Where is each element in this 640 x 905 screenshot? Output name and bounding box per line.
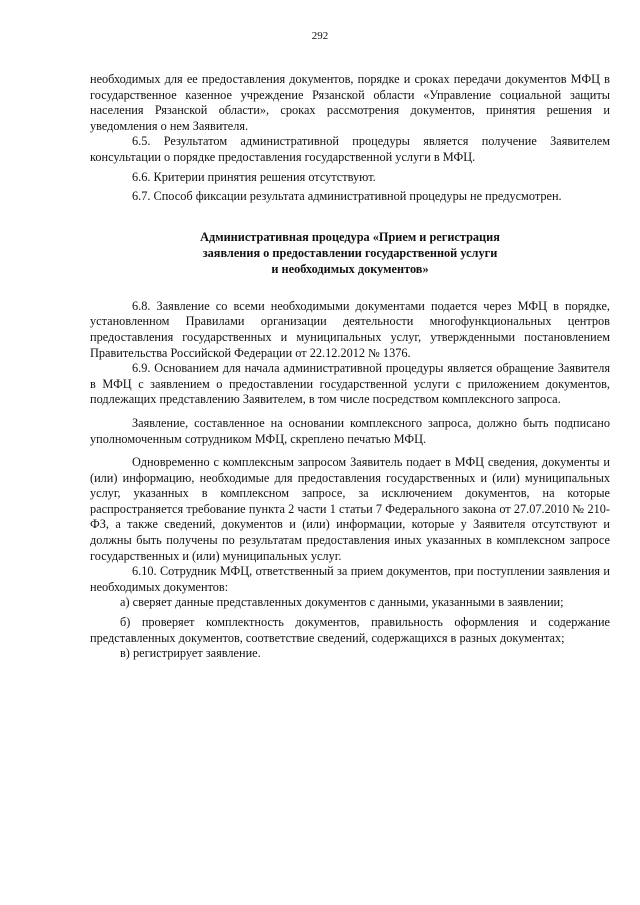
paragraph-6-6: 6.6. Критерии принятия решения отсутствуют. (132, 169, 376, 184)
list-item-a: а) сверяет данные представленных документов с данными, указанными в заявлении; (120, 595, 564, 610)
paragraph-6-9: 6.9. Основанием для начала административной процедуры является обращение Заявителя в МФЦ с заявлением о предоставлении государственной услуги с приложением документов, подлежащих представлению Заявителем, в том числе посредством комплексного запроса. (90, 361, 610, 407)
paragraph-6-8: 6.8. Заявление со всеми необходимыми документами подается через МФЦ в порядке, установленном Правилами организации деятельности многофункциональных центров предоставления государственных и муниципальных услуг, утвержденными постановлением Правительства Российской Федерации от 22.12.2012 № 1376. (90, 298, 610, 360)
list-item-b: б) проверяет комплектность документов, правильность оформления и содержание представленных документов, соответствие сведений, содержащихся в разных документах; (90, 615, 610, 645)
heading-line-3: и необходимых документов» (271, 261, 429, 276)
heading-line-2: заявления о предоставлении государственной услуги (202, 245, 498, 260)
paragraph-simultaneous: Одновременно с комплексным запросом Заявитель подает в МФЦ сведения, документы и (или) информацию, необходимые для предоставления государственных и (или) муниципальных услуг, указанных в комплексном запросе, за исключением документов, на которые распространяется требование пункта 2 части 1 статьи 7 Федерального закона от 27.07.2010 № 210-ФЗ, а также сведений, документов и (или) информации, которые у Заявителя отсутствуют и должны быть получены по результатам предоставления иных указанных в комплексном запросе государственных и (или) муниципальных услуг. (90, 455, 610, 563)
section-heading (90, 229, 610, 277)
page-number: 292 (311, 30, 329, 42)
list-item-c: в) регистрирует заявление. (120, 646, 261, 661)
paragraph-6-7: 6.7. Способ фиксации результата административной процедуры не предусмотрен. (132, 189, 562, 204)
paragraph-6-5: 6.5. Результатом административной процедуры является получение Заявителем консультации о порядке предоставления государственной услуги в МФЦ. (90, 134, 610, 164)
heading-line-1: Административная процедура «Прием и регистрация (200, 229, 500, 244)
paragraph-complex-request: Заявление, составленное на основании комплексного запроса, должно быть подписано уполномоченным сотрудником МФЦ, скреплено печатью МФЦ. (90, 415, 610, 446)
paragraph-6-10: 6.10. Сотрудник МФЦ, ответственный за прием документов, при поступлении заявления и необходимых документов: (90, 564, 610, 594)
document-body (90, 72, 610, 662)
intro-paragraph: необходимых для ее предоставления документов, порядке и сроках передачи документов МФЦ в государственное казенное учреждение Рязанской области «Управление социальной защиты населения Рязанской области», сроках рассмотрения документов, принятия решения и уведомления о нем Заявителя. (90, 72, 610, 133)
